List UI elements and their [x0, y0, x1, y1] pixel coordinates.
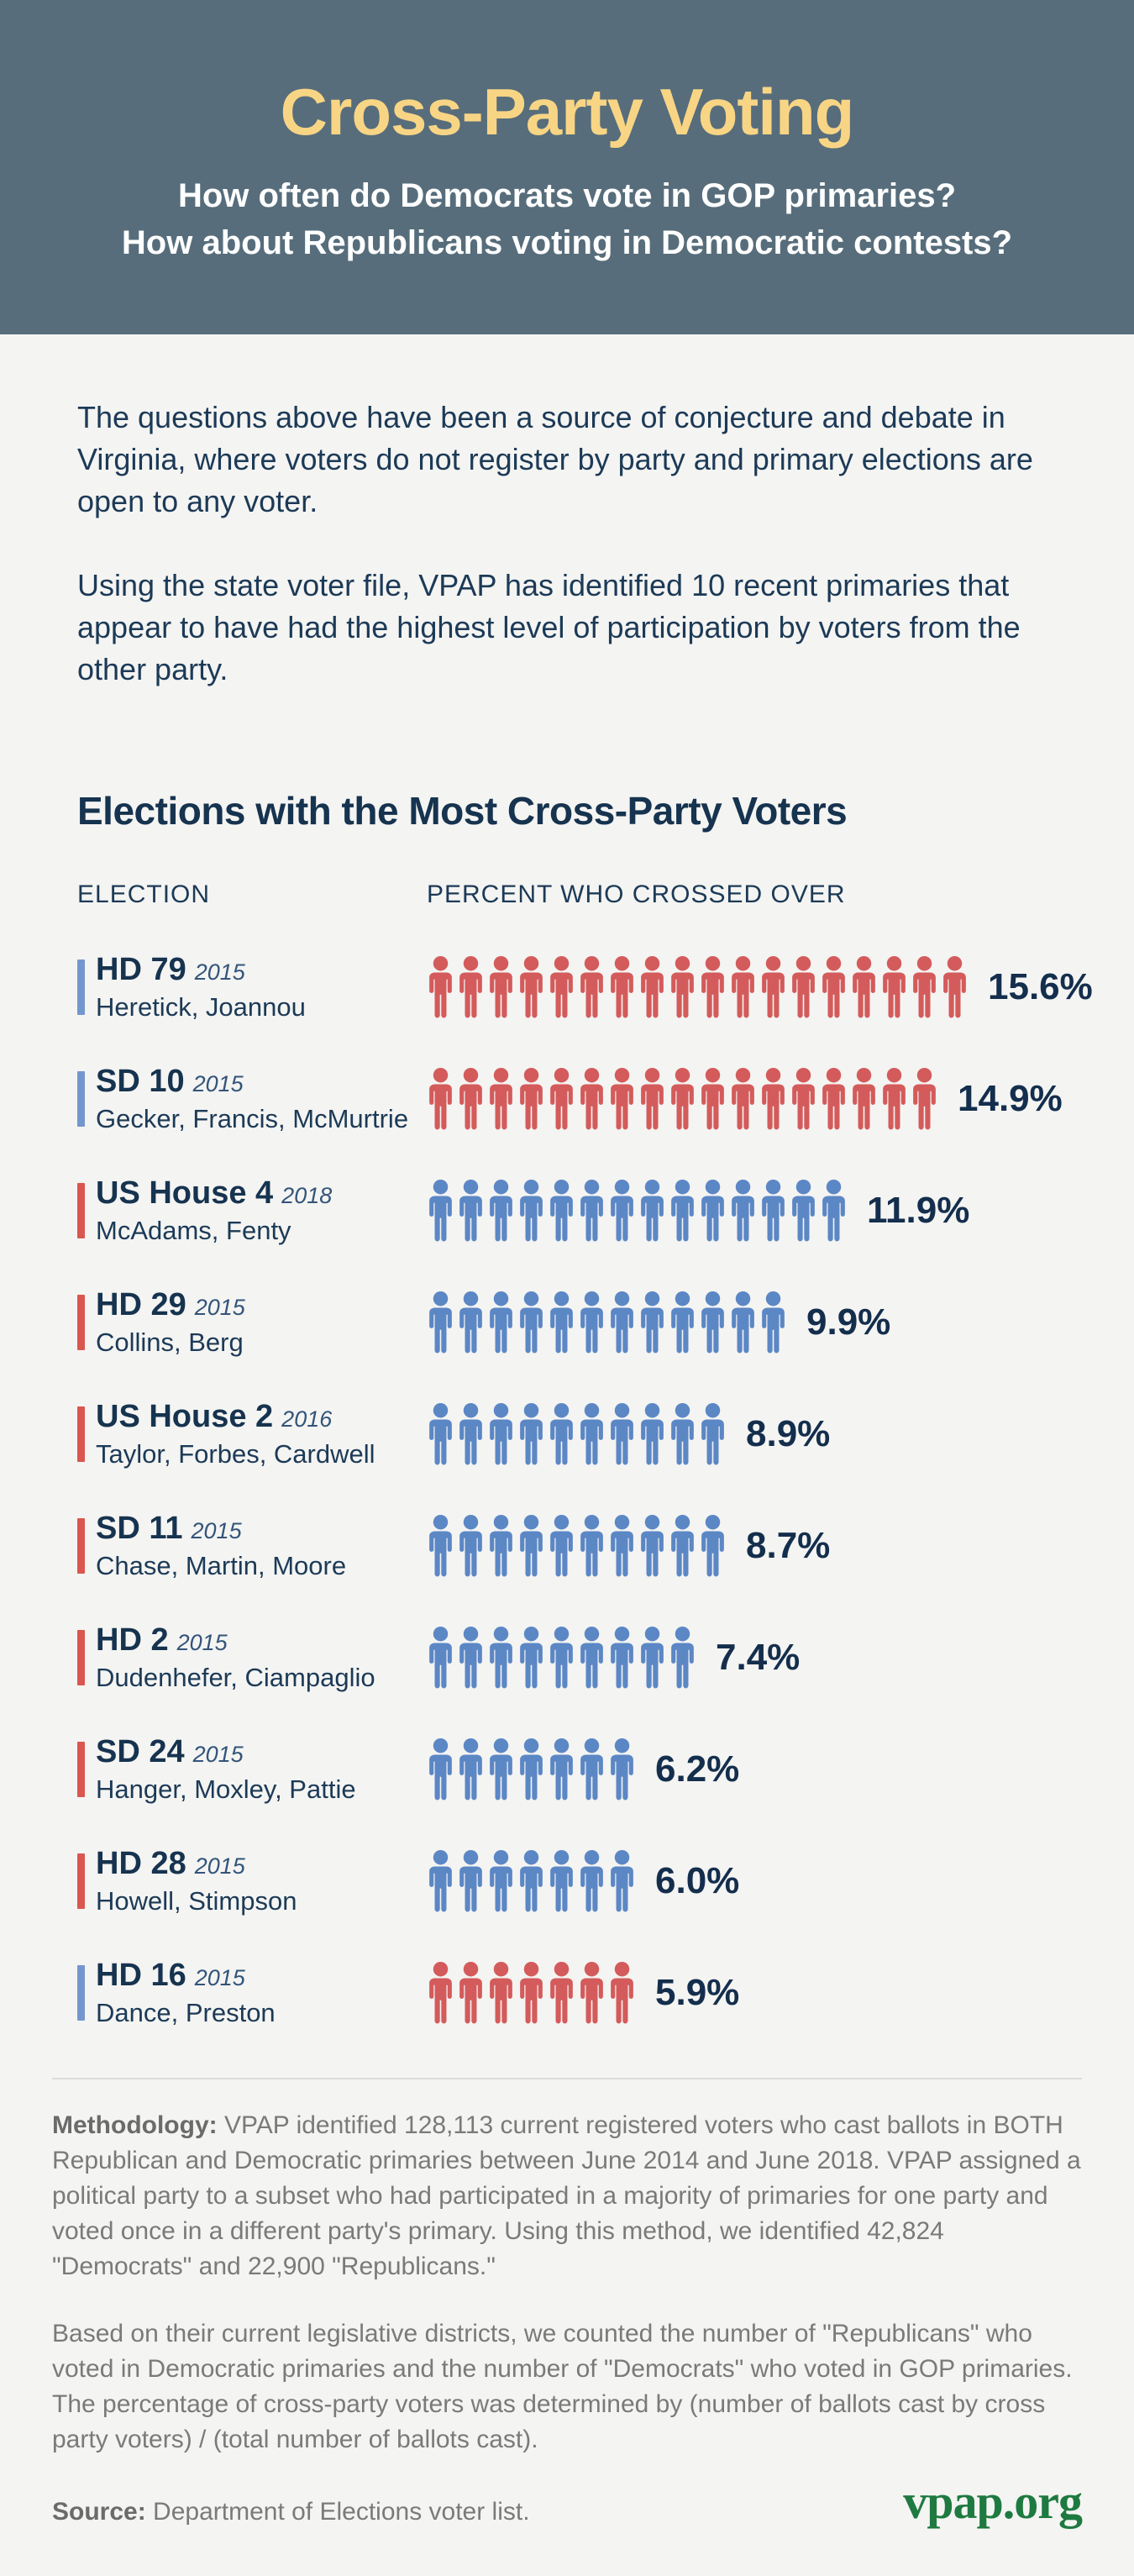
party-marker-bar	[77, 1742, 85, 1797]
person-icon	[669, 1068, 696, 1130]
election-year: 2015	[192, 1741, 244, 1767]
district-name: HD 79	[96, 951, 186, 987]
percent-value: 14.9%	[958, 1077, 1063, 1119]
election-year: 2015	[194, 959, 245, 985]
person-icon	[548, 1962, 575, 2024]
person-icon	[850, 1068, 878, 1130]
percent-value: 9.9%	[806, 1301, 891, 1343]
person-icon	[487, 1850, 515, 1912]
person-icon	[608, 1180, 636, 1242]
election-label	[96, 1287, 427, 1358]
person-icon	[880, 956, 908, 1018]
percent-value: 11.9%	[867, 1189, 970, 1231]
election-year: 2015	[194, 1853, 245, 1879]
person-icon	[427, 1627, 454, 1689]
person-icon	[669, 1403, 696, 1465]
district-name: HD 29	[96, 1286, 186, 1322]
methodology-text: VPAP identified 128,113 current registered voters who cast ballots in BOTH Republican and Democratic primaries between June 2014 and June 2018. VPAP assigned a political party to a subset who had participated in a majority of primaries for one party and voted once in a different party's primary. Using this method, we identified 42,824 "Democrats" and 22,900 "Republicans."	[52, 2111, 1081, 2280]
person-icon	[669, 956, 696, 1018]
person-icon	[729, 956, 757, 1018]
district-name: SD 24	[96, 1733, 185, 1769]
percent-value: 6.0%	[655, 1859, 740, 1901]
column-header-percent: PERCENT WHO CROSSED OVER	[427, 881, 846, 908]
person-icon	[457, 1291, 485, 1354]
person-icon	[638, 1515, 666, 1577]
person-icon	[669, 1180, 696, 1242]
intro-paragraph-2: Using the state voter file, VPAP has identified 10 recent primaries that appear to have had the highest level of participation by voters from the other party.	[77, 568, 1021, 686]
table-row	[77, 1266, 1057, 1378]
table-row	[77, 931, 1093, 1043]
person-icon	[548, 1291, 575, 1354]
district-name: SD 10	[96, 1063, 185, 1099]
methodology-paragraph-2: Based on their current legislative districts, we counted the number of "Republicans" who voted in Democratic primaries and the number of "Democrats" who voted in GOP primaries. The percentage of cross-party voters was determined by (number of ballots cast by cross party voters) / (total number of ballots cast).	[52, 2320, 1073, 2453]
methodology-paragraph	[52, 2108, 1082, 2284]
person-icon	[638, 956, 666, 1018]
election-label	[96, 1511, 427, 1581]
person-icon	[578, 1291, 606, 1354]
district-name: SD 11	[96, 1510, 183, 1546]
candidates: McAdams, Fenty	[96, 1215, 291, 1245]
person-icon	[790, 1068, 817, 1130]
percent-value: 5.9%	[655, 1971, 740, 2013]
people-icons	[427, 1068, 941, 1130]
election-label	[96, 1622, 427, 1693]
people-icons	[427, 1627, 699, 1689]
person-icon	[578, 1515, 606, 1577]
table-row	[77, 1601, 1057, 1713]
subtitle-line-1: How often do Democrats vote in GOP primaries?	[177, 177, 957, 214]
person-icon	[427, 1068, 454, 1130]
person-icon	[548, 1180, 575, 1242]
person-icon	[911, 1068, 938, 1130]
person-icon	[487, 1738, 515, 1801]
person-icon	[911, 956, 938, 1018]
election-year: 2018	[281, 1182, 333, 1208]
election-year: 2015	[194, 1964, 245, 1990]
person-icon	[608, 1850, 636, 1912]
district-name: US House 4	[96, 1175, 274, 1211]
person-icon	[548, 1068, 575, 1130]
party-marker-bar	[77, 1518, 85, 1574]
party-marker-bar	[77, 1965, 85, 2021]
person-icon	[638, 1068, 666, 1130]
column-headers	[77, 881, 1057, 909]
party-marker-bar	[77, 1071, 85, 1127]
candidates: Dance, Preston	[96, 1997, 276, 2027]
person-icon	[699, 1291, 727, 1354]
methodology-label: Methodology:	[52, 2111, 218, 2139]
party-marker-bar	[77, 1630, 85, 1685]
person-icon	[638, 1291, 666, 1354]
divider-line	[52, 2078, 1082, 2079]
person-icon	[517, 1962, 545, 2024]
person-icon	[880, 1068, 908, 1130]
table-row	[77, 1043, 1063, 1154]
source-row	[52, 2474, 1082, 2529]
district-name: US House 2	[96, 1398, 274, 1434]
election-label	[96, 1175, 427, 1246]
person-icon	[427, 956, 454, 1018]
party-marker-bar	[77, 1183, 85, 1238]
people-icons	[427, 1850, 638, 1912]
person-icon	[578, 956, 606, 1018]
person-icon	[427, 1515, 454, 1577]
candidates: Gecker, Francis, McMurtrie	[96, 1103, 409, 1133]
person-icon	[759, 1180, 787, 1242]
person-icon	[699, 1515, 727, 1577]
person-icon	[517, 1180, 545, 1242]
person-icon	[608, 1738, 636, 1801]
person-icon	[608, 956, 636, 1018]
person-icon	[457, 956, 485, 1018]
person-icon	[578, 1738, 606, 1801]
people-icons	[427, 1180, 850, 1242]
candidates: Dudenhefer, Ciampaglio	[96, 1662, 375, 1692]
person-icon	[578, 1403, 606, 1465]
person-icon	[790, 1180, 817, 1242]
header	[0, 0, 1134, 334]
person-icon	[548, 1738, 575, 1801]
person-icon	[699, 956, 727, 1018]
person-icon	[487, 1403, 515, 1465]
person-icon	[699, 1403, 727, 1465]
candidates: Howell, Stimpson	[96, 1885, 297, 1916]
person-icon	[608, 1068, 636, 1130]
person-icon	[759, 956, 787, 1018]
party-marker-bar	[77, 959, 85, 1015]
people-icons	[427, 1738, 638, 1801]
person-icon	[517, 1850, 545, 1912]
person-icon	[427, 1962, 454, 2024]
person-icon	[638, 1627, 666, 1689]
district-name: HD 28	[96, 1845, 186, 1881]
person-icon	[729, 1291, 757, 1354]
person-icon	[699, 1180, 727, 1242]
people-icons	[427, 1291, 790, 1354]
person-icon	[729, 1180, 757, 1242]
election-year: 2015	[194, 1294, 245, 1320]
person-icon	[638, 1180, 666, 1242]
person-icon	[487, 1068, 515, 1130]
person-icon	[790, 956, 817, 1018]
person-icon	[517, 1627, 545, 1689]
source-label: Source:	[52, 2498, 146, 2526]
party-marker-bar	[77, 1406, 85, 1462]
election-label	[96, 1846, 427, 1916]
people-icons	[427, 1403, 729, 1465]
person-icon	[457, 1515, 485, 1577]
column-header-election: ELECTION	[77, 881, 211, 908]
election-label	[96, 1399, 427, 1469]
candidates: Chase, Martin, Moore	[96, 1550, 347, 1580]
table-row	[77, 1937, 1057, 2048]
party-marker-bar	[77, 1853, 85, 1909]
person-icon	[517, 1403, 545, 1465]
person-icon	[517, 1068, 545, 1130]
intro-paragraph-1: The questions above have been a source of conjecture and debate in Virginia, where voters do not register by party and primary elections are open to any voter.	[77, 400, 1033, 518]
person-icon	[487, 1515, 515, 1577]
person-icon	[517, 1738, 545, 1801]
table-row	[77, 1713, 1057, 1825]
person-icon	[457, 1962, 485, 2024]
person-icon	[427, 1403, 454, 1465]
person-icon	[578, 1068, 606, 1130]
main-content	[0, 397, 1134, 2048]
person-icon	[759, 1291, 787, 1354]
election-label	[96, 952, 427, 1023]
person-icon	[427, 1291, 454, 1354]
party-marker-bar	[77, 1295, 85, 1350]
person-icon	[457, 1850, 485, 1912]
person-icon	[638, 1403, 666, 1465]
person-icon	[578, 1180, 606, 1242]
source-text: Department of Elections voter list.	[145, 2498, 530, 2526]
election-year: 2015	[191, 1517, 242, 1543]
table-row	[77, 1490, 1057, 1601]
person-icon	[487, 1291, 515, 1354]
election-year: 2016	[281, 1406, 333, 1432]
person-icon	[608, 1291, 636, 1354]
vpap-logo[interactable]: vpap.org	[903, 2474, 1082, 2529]
election-label	[96, 1064, 427, 1134]
person-icon	[608, 1627, 636, 1689]
district-name: HD 16	[96, 1957, 186, 1993]
person-icon	[457, 1627, 485, 1689]
table-row	[77, 1825, 1057, 1937]
person-icon	[457, 1180, 485, 1242]
person-icon	[759, 1068, 787, 1130]
person-icon	[487, 1962, 515, 2024]
person-icon	[487, 1627, 515, 1689]
person-icon	[517, 956, 545, 1018]
person-icon	[548, 956, 575, 1018]
district-name: HD 2	[96, 1622, 169, 1658]
election-label	[96, 1958, 427, 2028]
person-icon	[517, 1291, 545, 1354]
person-icon	[850, 956, 878, 1018]
candidates: Hanger, Moxley, Pattie	[96, 1774, 356, 1804]
percent-value: 7.4%	[716, 1636, 801, 1678]
footer	[0, 2078, 1134, 2529]
person-icon	[548, 1403, 575, 1465]
person-icon	[669, 1291, 696, 1354]
person-icon	[578, 1850, 606, 1912]
person-icon	[427, 1738, 454, 1801]
person-icon	[487, 956, 515, 1018]
candidates: Taylor, Forbes, Cardwell	[96, 1438, 375, 1469]
percent-value: 8.7%	[746, 1524, 831, 1566]
election-label	[96, 1734, 427, 1805]
people-icons	[427, 1962, 638, 2024]
person-icon	[548, 1515, 575, 1577]
election-year: 2015	[192, 1070, 244, 1096]
person-icon	[941, 956, 969, 1018]
person-icon	[608, 1403, 636, 1465]
subtitle-line-2: How about Republicans voting in Democratic contests?	[121, 224, 1013, 261]
person-icon	[548, 1627, 575, 1689]
section-title: Elections with the Most Cross-Party Voters	[77, 789, 848, 833]
person-icon	[427, 1850, 454, 1912]
table-row	[77, 1154, 1057, 1266]
table-row	[77, 1378, 1057, 1490]
person-icon	[608, 1962, 636, 2024]
person-icon	[820, 1068, 848, 1130]
person-icon	[608, 1515, 636, 1577]
pictograph-rows	[77, 931, 1093, 2048]
header-subtitle	[0, 172, 1134, 266]
person-icon	[457, 1403, 485, 1465]
percent-value: 8.9%	[746, 1412, 831, 1454]
person-icon	[669, 1515, 696, 1577]
person-icon	[820, 1180, 848, 1242]
person-icon	[578, 1627, 606, 1689]
election-year: 2015	[176, 1629, 228, 1655]
percent-value: 15.6%	[988, 965, 1093, 1007]
person-icon	[457, 1738, 485, 1801]
person-icon	[729, 1068, 757, 1130]
candidates: Collins, Berg	[96, 1327, 244, 1357]
person-icon	[669, 1627, 696, 1689]
people-icons	[427, 956, 971, 1018]
people-icons	[427, 1515, 729, 1577]
person-icon	[578, 1962, 606, 2024]
person-icon	[457, 1068, 485, 1130]
person-icon	[427, 1180, 454, 1242]
person-icon	[517, 1515, 545, 1577]
person-icon	[820, 956, 848, 1018]
person-icon	[548, 1850, 575, 1912]
page-title: Cross-Party Voting	[280, 75, 854, 149]
percent-value: 6.2%	[655, 1748, 740, 1790]
person-icon	[699, 1068, 727, 1130]
person-icon	[487, 1180, 515, 1242]
source-line	[52, 2498, 530, 2526]
candidates: Heretick, Joannou	[96, 991, 306, 1022]
